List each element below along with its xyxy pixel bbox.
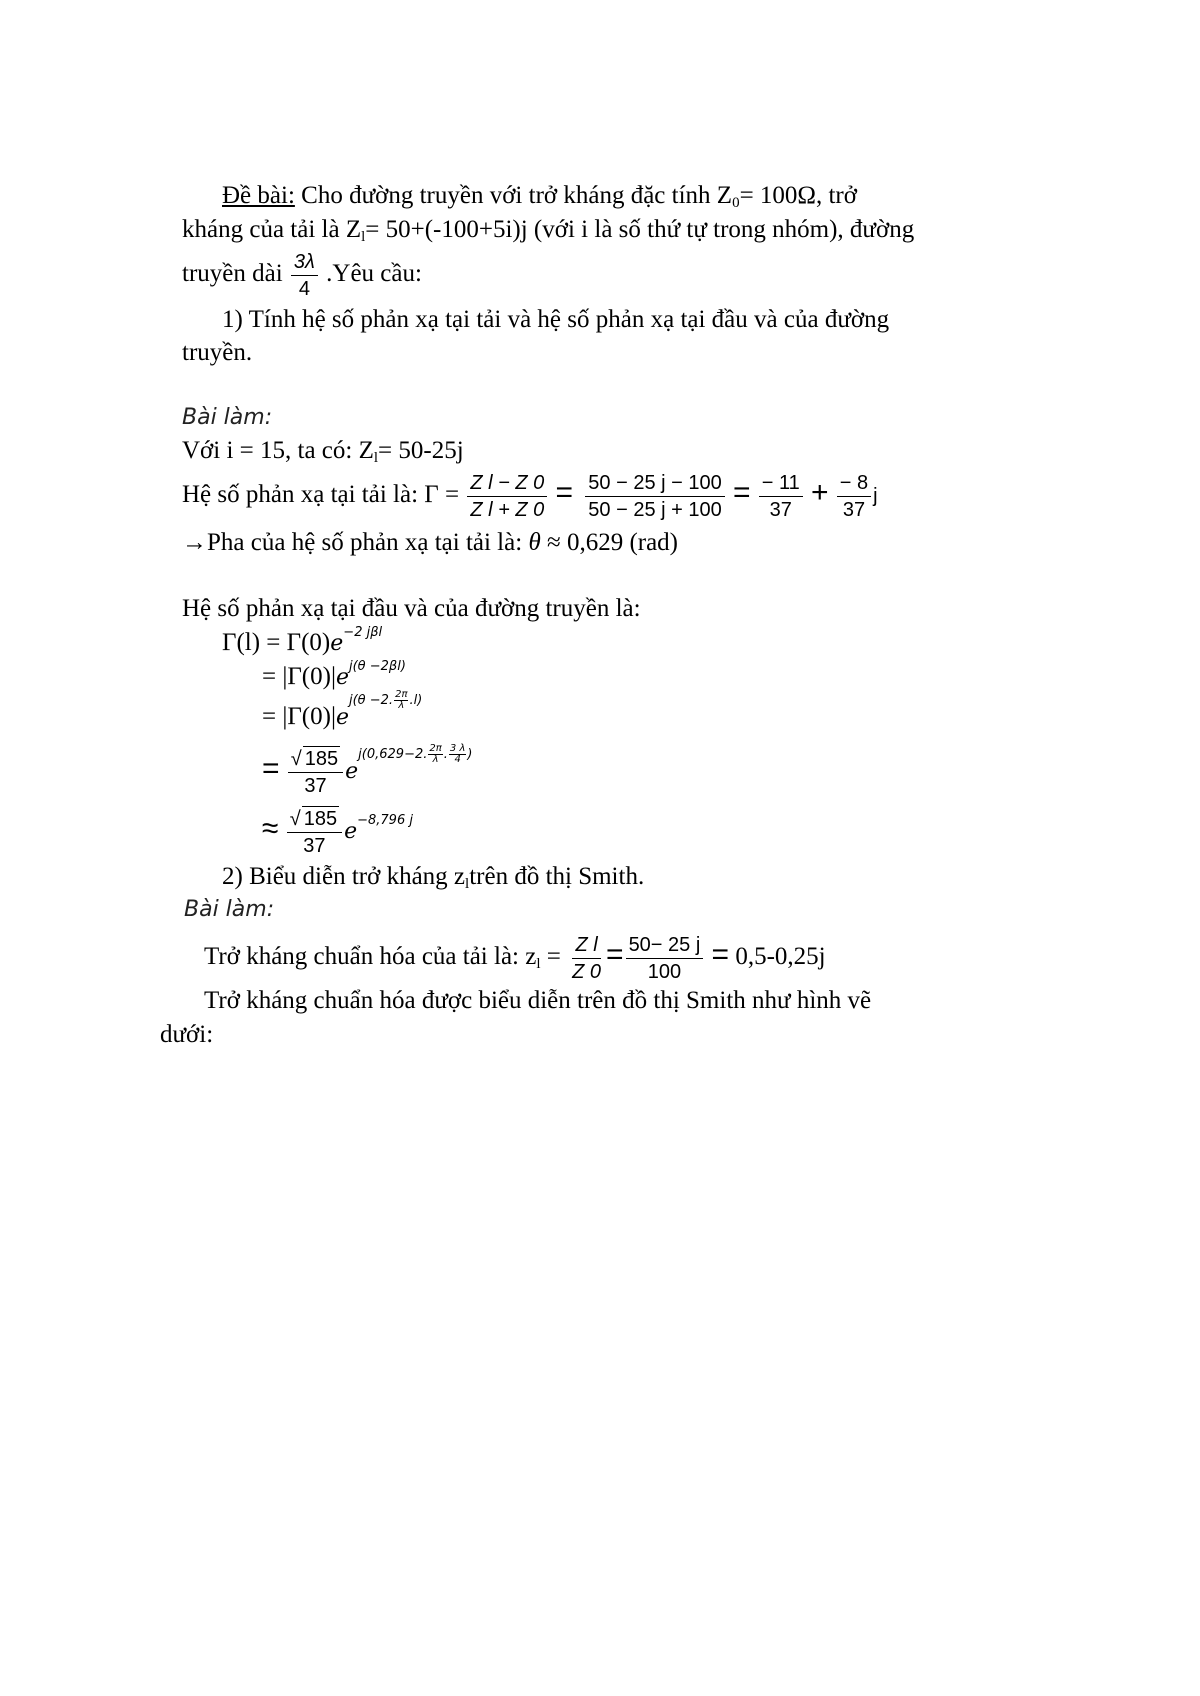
fraction-normalized-numeric: $\frac{50- 25 j}{100}$ bbox=[626, 933, 704, 984]
solution-label-1: Bài làm: bbox=[182, 405, 273, 430]
reflection-load-equation: Hệ số phản xạ tại tải là: Γ = $\frac{\text{Z l − Z 0}}{\text{Z l + Z 0}}$ = $\frac{50 - 25 j - 100}{50 - 25 j + 100}$ = $\frac{- 11}{37}$ + $\frac{- 8}{37}$ j bbox=[182, 471, 878, 521]
derivation-step-2: = $|\Gamma(0)|e^{j(\theta -2\beta l)}$ bbox=[262, 659, 406, 690]
sqrt-fraction: $\frac{√ 185}{37}$ bbox=[288, 746, 343, 798]
fraction-real-part: $\frac{- 11}{37}$ bbox=[759, 471, 803, 522]
task-2-title: 2) Biểu diễn trở kháng $z_ltrên$ đồ thị Smith. bbox=[222, 863, 645, 892]
final-line-1: Trở kháng chuẩn hóa được biểu diễn trên đồ thị Smith như hình vẽ bbox=[204, 987, 872, 1014]
fraction-zl-minus-z0: $\frac{\text{Z l − Z 0}}{\text{Z l + Z 0}}$ bbox=[467, 471, 547, 522]
phase-line: →Pha của hệ số phản xạ tại tải là: θ ≈ 0,629 (rad) bbox=[182, 529, 679, 556]
fraction-zl-over-z0: $\frac{\text{Z l}}{Z 0}$ bbox=[572, 933, 602, 983]
task-1-line-1: 1) Tính hệ số phản xạ tại tải và hệ số phản xạ tại đầu và của đường bbox=[222, 306, 890, 333]
derivation-step-1: $\Gamma(l) = \Gamma(0)e^{-2 j\beta l}$ bbox=[222, 625, 383, 656]
fraction-numeric: $\frac{50 - 25 j - 100}{50 - 25 j + 100}$ bbox=[585, 471, 724, 522]
derivation-step-4: = $\frac{√ 185}{37}$ $e^{j(0,629-2. \frac{2\pi}{\lambda} . \frac{3 \lambda}{4} )}$ bbox=[262, 743, 473, 798]
problem-line-3: truyền dài $\frac{3\lambda}{4}$ .Yêu cầu: bbox=[182, 250, 422, 300]
solution-label-2: Bài làm: bbox=[184, 897, 275, 922]
length-fraction: $\frac{3\lambda}{4}$ bbox=[291, 250, 318, 301]
derivation-step-3: = $|\Gamma(0)|e^{j(\theta -2. \frac{2\pi}{\lambda} .l)}$ bbox=[262, 689, 423, 730]
final-line-2: dưới: bbox=[160, 1021, 214, 1048]
problem-line-2: kháng của tải là $Z_l= 50+(-100+5i)j$ (với i là số thứ tự trong nhóm), đường bbox=[182, 216, 915, 245]
derivation-step-5: ≈ $\frac{√ 185}{37}$ $e^{-8,796 j}$ bbox=[262, 808, 413, 858]
problem-line-1: Đề bài: Cho đường truyền với trở kháng đặc tính $Z_0= 100\Omega$, trở bbox=[222, 182, 857, 211]
fraction-imag-part: $\frac{- 8}{37}$ bbox=[837, 471, 871, 522]
problem-heading: Đề bài: bbox=[222, 182, 295, 209]
given-line: Với i = 15, ta có: $Z_l= 50-25j$ bbox=[182, 437, 464, 466]
sqrt-fraction-approx: $\frac{√ 185}{37}$ bbox=[287, 806, 342, 858]
normalized-impedance-equation: Trở kháng chuẩn hóa của tải là: $z_l$ = $\frac{\text{Z l}}{Z 0}$ = $\frac{50- 25 j}{100}$ = 0,5-0,25j bbox=[204, 933, 826, 983]
input-reflection-heading: Hệ số phản xạ tại đầu và của đường truyền là: bbox=[182, 595, 641, 622]
task-1-line-2: truyền. bbox=[182, 339, 253, 366]
